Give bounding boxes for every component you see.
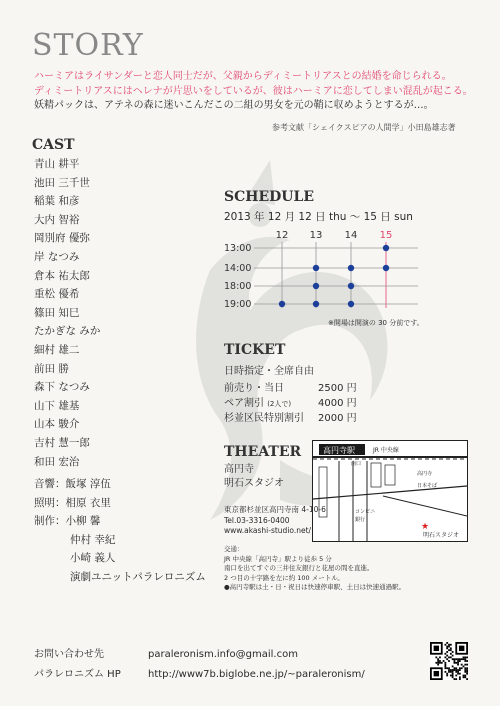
map-studio: 明石スタジオ [423,532,460,539]
story-reference: 参考文献「シェイクスピアの人間学」小田島雄志著 [272,123,456,132]
schedule-day: 13 [309,230,323,241]
story-text [34,70,473,114]
performance-dot [279,301,285,307]
schedule-day: 14 [344,230,358,241]
theater-venue [224,463,284,491]
price-value: 4000 円 [318,398,357,409]
story-title: STORY [32,28,144,63]
staff-production: 仲村 幸紀 [70,533,116,546]
cast-member: 細村 雄二 [34,343,80,356]
cast-title: CAST [32,137,75,153]
schedule-grid [220,226,420,316]
staff-lighting: 照明：相原 衣里 [34,496,111,509]
price-note: (2人で) [267,400,292,408]
ticket-title: TICKET [224,342,286,358]
schedule-day: 15 [379,230,393,241]
schedule-dates: 2013 年 12 月 12 日 thu ～ 15 日 sun [224,211,413,223]
cast-list [34,156,100,472]
map-shop: 日本そば [417,483,438,489]
staff-production: 制作：小柳 馨 [34,515,101,528]
theater-address: 東京都杉並区高円寺南 4-10-6 [224,505,326,514]
hp-label: パラレロニズム HP [34,669,121,680]
access-line: ●高円寺駅は土・日・祝日は快速停車駅、土日は快速通過駅。 [224,583,406,591]
schedule-time: 18:00 [224,281,252,292]
staff-sound: 音響：飯塚 淳伍 [34,478,111,490]
access-line: 南口を出てすぐの三井住友銀行と花屋の間を直進。 [224,564,374,572]
price-value: 2500 円 [318,383,357,394]
cast-member: 前田 勝 [34,362,69,375]
cast-member: 吉村 慧一郎 [34,436,90,449]
access-line: 2 つ目の十字路を左に約 100 メートル。 [224,573,344,582]
cast-member: 篠田 知巳 [34,306,80,319]
cast-member: 稲葉 和彦 [34,195,80,208]
map-bank: 銀行 [355,517,366,523]
cast-member: 和田 宏治 [34,455,80,468]
performance-dot [313,301,319,307]
contact-label: お問い合わせ先 [34,649,104,660]
map-line: JR 中央線 [373,447,399,454]
price-row [224,394,364,409]
access-line: 交通： [224,545,244,553]
map-station: 高円寺駅 [323,446,355,455]
cast-member: 池田 三千世 [34,176,90,189]
staff-production: 演劇ユニットパラレロニズム [70,570,206,583]
map-park: 高円寺 [417,471,433,477]
cast-member: 岡別府 優弥 [34,232,90,245]
schedule-note: ※開場は開演の 30 分前です。 [328,319,424,327]
access-line: JR 中央線「高円寺」駅より徒歩 5 分 [224,554,332,563]
story-line-1: ハーミアはライサンダーと恋人同士だが、父親からディミートリアスとの結婚を命じられる。 [34,71,452,82]
schedule-day: 12 [275,230,289,241]
story-line-3: 妖精パックは、アテネの森に迷いこんだこの二組の男女を元の鞘に収めようとするが…。 [34,100,434,111]
cast-member: 大内 智裕 [34,213,80,226]
schedule-time: 19:00 [224,299,252,310]
contact-hp-row [34,665,365,685]
price-value: 2000 円 [318,413,357,424]
cast-member: 重松 優希 [34,288,80,301]
theater-address-block [224,505,326,537]
performance-dot [383,265,389,271]
contact-email[interactable]: paraleronism.info@gmail.com [148,649,298,660]
cast-member: たかぎな みか [34,325,101,338]
theater-name: 明石スタジオ [224,478,284,489]
price-label [224,394,318,409]
story-line-2: ディミートリアスにはヘレナが片思いをしているが、彼はハーミアに恋してしまい混乱が起こる。 [34,85,473,97]
price-label-text: ペア割引 [224,398,264,409]
cast-member: 山下 雄基 [34,399,80,412]
map-exit: 南口 [351,461,362,467]
cast-member: 倉本 祐太郎 [34,269,90,282]
performance-dot [348,283,354,289]
schedule-time: 13:00 [224,243,252,254]
price-row [224,379,364,394]
staff-list [34,476,206,588]
contact-block [34,645,365,685]
price-label: 杉並区民特別割引 [224,413,304,424]
performance-dot [383,245,389,251]
map-conbini: コンビニ [355,509,376,515]
ticket-subtitle: 日時指定・全席自由 [224,366,314,377]
theater-area: 高円寺 [224,464,254,475]
price-row [224,409,364,424]
qr-code-icon [430,642,468,680]
access-info [224,545,405,593]
hp-url[interactable]: http://www7b.biglobe.ne.jp/~paraleronism/ [148,669,365,680]
cast-member: 岸 なつみ [34,250,80,263]
access-map [312,440,468,542]
theater-web: www.akashi-studio.net/ [224,526,312,535]
performance-dot [348,265,354,271]
cast-member: 山本 駿介 [34,418,80,431]
schedule-title: SCHEDULE [224,189,315,205]
staff-production: 小崎 義人 [70,552,116,565]
theater-tel: Tel.03-3316-0400 [224,515,290,525]
price-label: 前売り・当日 [224,383,284,394]
performance-dot [348,301,354,307]
schedule-time: 14:00 [224,263,252,274]
performance-dot [313,265,319,271]
theater-title: THEATER [224,444,302,460]
performance-dot [313,283,319,289]
map-drawing [313,441,467,541]
contact-email-row [34,645,365,665]
studio-star-icon: ★ [421,522,430,532]
cast-member: 青山 耕平 [34,158,80,170]
cast-member: 森下 なつみ [34,381,90,394]
